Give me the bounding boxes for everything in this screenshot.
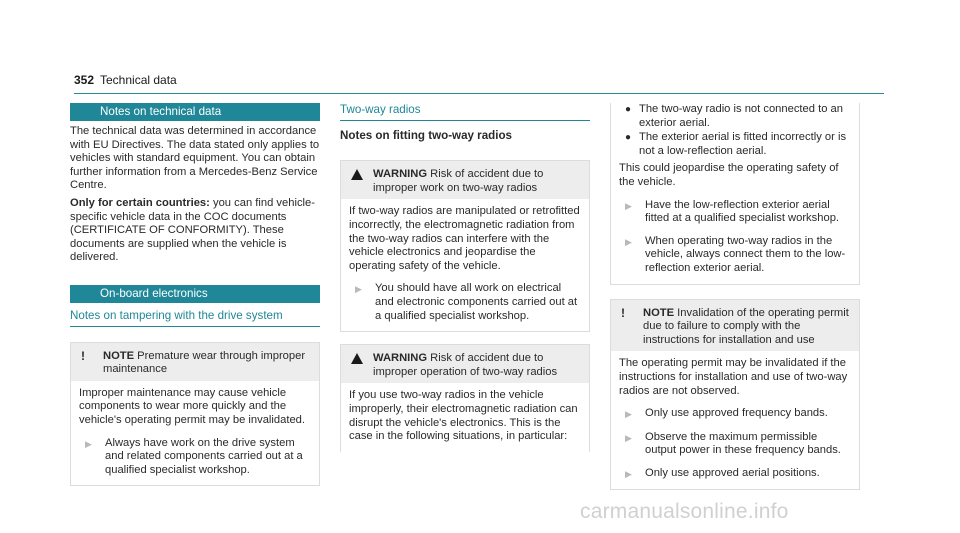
arrow-right-icon: ▶ [625,236,632,247]
note-label: NOTE [103,349,135,362]
arrow-right-icon: ▶ [355,284,362,295]
exclamation-icon: ! [81,348,85,363]
step-text: Only use approved aerial positions. [645,466,820,479]
note-paragraph: Improper maintenance may cause vehicle components to wear more quickly and the vehicle's operating permit may be invalidated. [79,386,306,426]
paragraph-certain-countries [70,197,320,265]
warning-title [373,352,581,379]
section-bar-technical-data: Notes on technical data [70,103,320,121]
note-text: Premature wear through improper maintenance [103,349,306,376]
instruction-step [619,431,851,458]
page-header [74,74,884,94]
step-text: Always have work on the drive system and related components carried out at a qualified specialist workshop. [105,436,303,476]
heading-two-way-radios: Two-way radios [340,103,590,121]
exclamation-icon: ! [621,305,625,320]
warning-triangle-icon [349,168,373,195]
warning-header [341,345,589,383]
bullet-icon: ● [625,132,632,144]
warning-box-operation [340,344,590,452]
arrow-right-icon: ▶ [625,409,632,420]
arrow-right-icon: ▶ [625,468,632,479]
note-header [71,343,319,381]
warning-paragraph: If two-way radios are manipulated or retrofitted incorrectly, the electromagnetic radiation from the two-way radios can interfere with the vehicle electronics and jeopardise the operating safety of the vehicle. [349,205,580,272]
note-body [71,381,319,486]
note-title [643,307,851,348]
note-header [611,300,859,352]
instruction-step [619,407,851,422]
warning-text: Risk of accident due to improper work on two-way radios [373,168,544,194]
arrow-right-icon: ▶ [625,432,632,443]
continuation-paragraph: This could jeopardise the operating safety of the vehicle. [619,162,839,188]
warning-text: Risk of accident due to improper operation of two-way radios [373,352,558,378]
note-paragraph: The operating permit may be invalidated if the instructions for installation and use of two-way radios are not observed. [619,357,848,397]
watermark: carmanualsonline.info [580,500,789,523]
warning-body [341,199,589,331]
arrow-right-icon: ▶ [85,438,92,449]
bullet-icon: ● [625,104,632,115]
list-item [619,103,851,130]
warning-paragraph: If you use two-way radios in the vehicle improperly, their electromagnetic radiation can disrupt the vehicle's electronics. This is the case in the following situations, in particular: [349,389,578,443]
subheading-fitting: Notes on fitting two-way radios [340,128,512,142]
step-text: You should have all work on electrical and electronic components carried out at a qualified specialist workshop. [375,282,578,322]
step-text: Only use approved frequency bands. [645,407,828,420]
page-number: 352 [74,73,95,87]
certain-countries-text: you can find vehicle-specific vehicle data in the COC documents (CERTIFICATE OF CONFORMITY). These documents are supplied when the vehicle is delivered. [70,196,315,264]
step-text: Have the low-reflection exterior aerial fitted at a qualified specialist workshop. [645,198,840,225]
note-title [103,350,311,377]
warning-title [373,168,581,195]
instruction-step [619,235,851,276]
instruction-step [79,437,311,478]
note-text: Invalidation of the operating permit due to failure to comply with the instructions for installation and use [643,306,849,346]
warning-box-work [340,160,590,332]
chapter-title: Technical data [100,73,177,87]
list-item [619,131,851,158]
warning-continuation [610,103,860,285]
column-3 [610,103,860,490]
column-2 [340,103,590,452]
note-body [611,351,859,489]
instruction-step [619,467,851,482]
heading-tampering: Notes on tampering with the drive system [70,309,320,327]
note-box-maintenance [70,342,320,487]
section-bar-on-board-electronics: On-board electronics [70,285,320,303]
note-label: NOTE [643,306,675,319]
instruction-step [619,199,851,226]
instruction-step [349,282,581,323]
warning-label: WARNING [373,168,428,181]
column-1 [70,103,320,486]
arrow-right-icon: ▶ [625,200,632,211]
warning-body [341,383,589,451]
step-text: Observe the maximum permissible output power in these frequency bands. [645,430,841,457]
bullet-text: The two-way radio is not connected to an exterior aerial. [639,103,843,129]
warning-triangle-icon [349,352,373,379]
certain-countries-label: Only for certain countries: [70,196,210,209]
warning-label: WARNING [373,352,428,365]
note-box-operating-permit [610,299,860,491]
paragraph-technical-data: The technical data was determined in accordance with EU Directives. The data stated only applies to vehicles with standard equipment. You can obtain further information from a Mercedes-Benz Service Centre. [70,125,320,192]
bullet-text: The exterior aerial is fitted incorrectly or is not a low-reflection aerial. [639,131,847,157]
warning-header [341,161,589,199]
step-text: When operating two-way radios in the vehicle, always connect them to the low-reflection exterior aerial. [645,234,846,274]
